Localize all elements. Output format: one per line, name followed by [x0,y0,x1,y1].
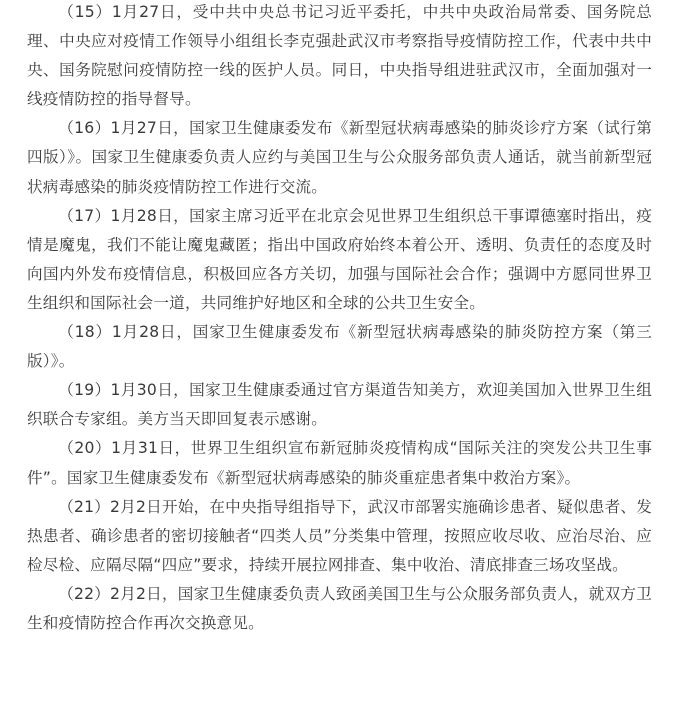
paragraph-item-20: （20）1月31日，世界卫生组织宣布新冠肺炎疫情构成“国际关注的突发公共卫生事件”。国家卫生健康委发布《新型冠状病毒感染的肺炎重症患者集中救治方案》。 [27,439,652,487]
article-body [27,0,652,638]
paragraph-item-21: （21）2月2日开始，在中央指导组指导下，武汉市部署实施确诊患者、疑似患者、发热患者、确诊患者的密切接触者“四类人员”分类集中管理，按照应收尽收、应治尽治、应检尽检、应隔尽隔“四应”要求，持续开展拉网排查、集中收治、清底排查三场攻坚战。 [27,497,652,574]
paragraph-item-16: （16）1月27日，国家卫生健康委发布《新型冠状病毒感染的肺炎诊疗方案（试行第四版）》。国家卫生健康委负责人应约与美国卫生与公众服务部负责人通话，就当前新型冠状病毒感染的肺炎疫情防控工作进行交流。 [27,119,652,196]
paragraph-item-17: （17）1月28日，国家主席习近平在北京会见世界卫生组织总干事谭德塞时指出，疫情是魔鬼，我们不能让魔鬼藏匿；指出中国政府始终本着公开、透明、负责任的态度及时向国内外发布疫情信息，积极回应各方关切，加强与国际社会合作；强调中方愿同世界卫生组织和国际社会一道，共同维护好地区和全球的公共卫生安全。 [27,206,652,312]
paragraph-item-19: （19）1月30日，国家卫生健康委通过官方渠道告知美方，欢迎美国加入世界卫生组织联合专家组。美方当天即回复表示感谢。 [27,381,652,429]
paragraph-item-15: （15）1月27日，受中共中央总书记习近平委托，中共中央政治局常委、国务院总理、中央应对疫情工作领导小组组长李克强赴武汉市考察指导疫情防控工作，代表中共中央、国务院慰问疫情防控一线的医护人员。同日，中央指导组进驻武汉市，全面加强对一线疫情防控的指导督导。 [27,3,652,109]
paragraph-item-18: （18）1月28日，国家卫生健康委发布《新型冠状病毒感染的肺炎防控方案（第三版）》。 [27,323,652,371]
paragraph-item-22: （22）2月2日，国家卫生健康委负责人致函美国卫生与公众服务部负责人，就双方卫生和疫情防控合作再次交换意见。 [27,584,652,632]
